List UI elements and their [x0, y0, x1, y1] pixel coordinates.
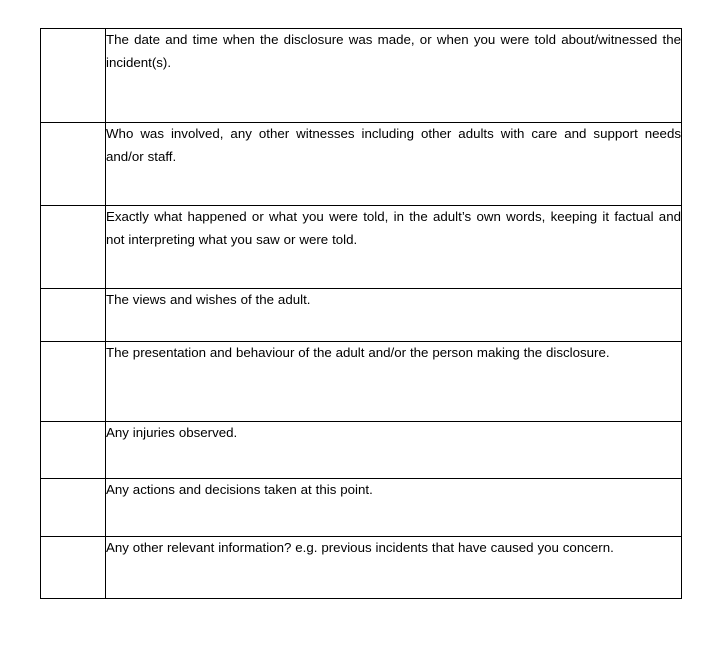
item-text-cell: [106, 479, 682, 537]
item-text-cell: [106, 342, 682, 422]
table-row: [41, 537, 682, 599]
item-text-cell: [106, 537, 682, 599]
checkbox-cell[interactable]: [41, 123, 106, 206]
table-row: [41, 342, 682, 422]
item-text-cell: [106, 289, 682, 342]
checkbox-cell[interactable]: [41, 206, 106, 289]
item-text: The presentation and behaviour of the adult and/or the person making the disclosure.: [106, 345, 610, 360]
item-text-cell: [106, 206, 682, 289]
item-text: Any actions and decisions taken at this point.: [106, 482, 373, 497]
checkbox-cell[interactable]: [41, 537, 106, 599]
item-text: Exactly what happened or what you were told, in the adult’s own words, keeping it factual and not interpreting what you saw or were told.: [106, 209, 681, 247]
table-row: [41, 29, 682, 123]
checkbox-cell[interactable]: [41, 289, 106, 342]
item-text: Any other relevant information? e.g. previous incidents that have caused you concern.: [106, 540, 614, 555]
item-text: Any injuries observed.: [106, 425, 238, 440]
table-row: [41, 422, 682, 479]
checkbox-cell[interactable]: [41, 422, 106, 479]
table-row: [41, 123, 682, 206]
item-text-cell: [106, 422, 682, 479]
checkbox-cell[interactable]: [41, 29, 106, 123]
table-row: [41, 206, 682, 289]
table-body: [41, 29, 682, 599]
item-text: The views and wishes of the adult.: [106, 292, 311, 307]
item-text: The date and time when the disclosure was made, or when you were told about/witnessed the incident(s).: [106, 32, 681, 70]
checkbox-cell[interactable]: [41, 479, 106, 537]
item-text: Who was involved, any other witnesses including other adults with care and support needs and/or staff.: [106, 126, 681, 164]
table-row: [41, 479, 682, 537]
item-text-cell: [106, 123, 682, 206]
item-text-cell: [106, 29, 682, 123]
disclosure-record-table: [40, 28, 682, 599]
checkbox-cell[interactable]: [41, 342, 106, 422]
table-row: [41, 289, 682, 342]
